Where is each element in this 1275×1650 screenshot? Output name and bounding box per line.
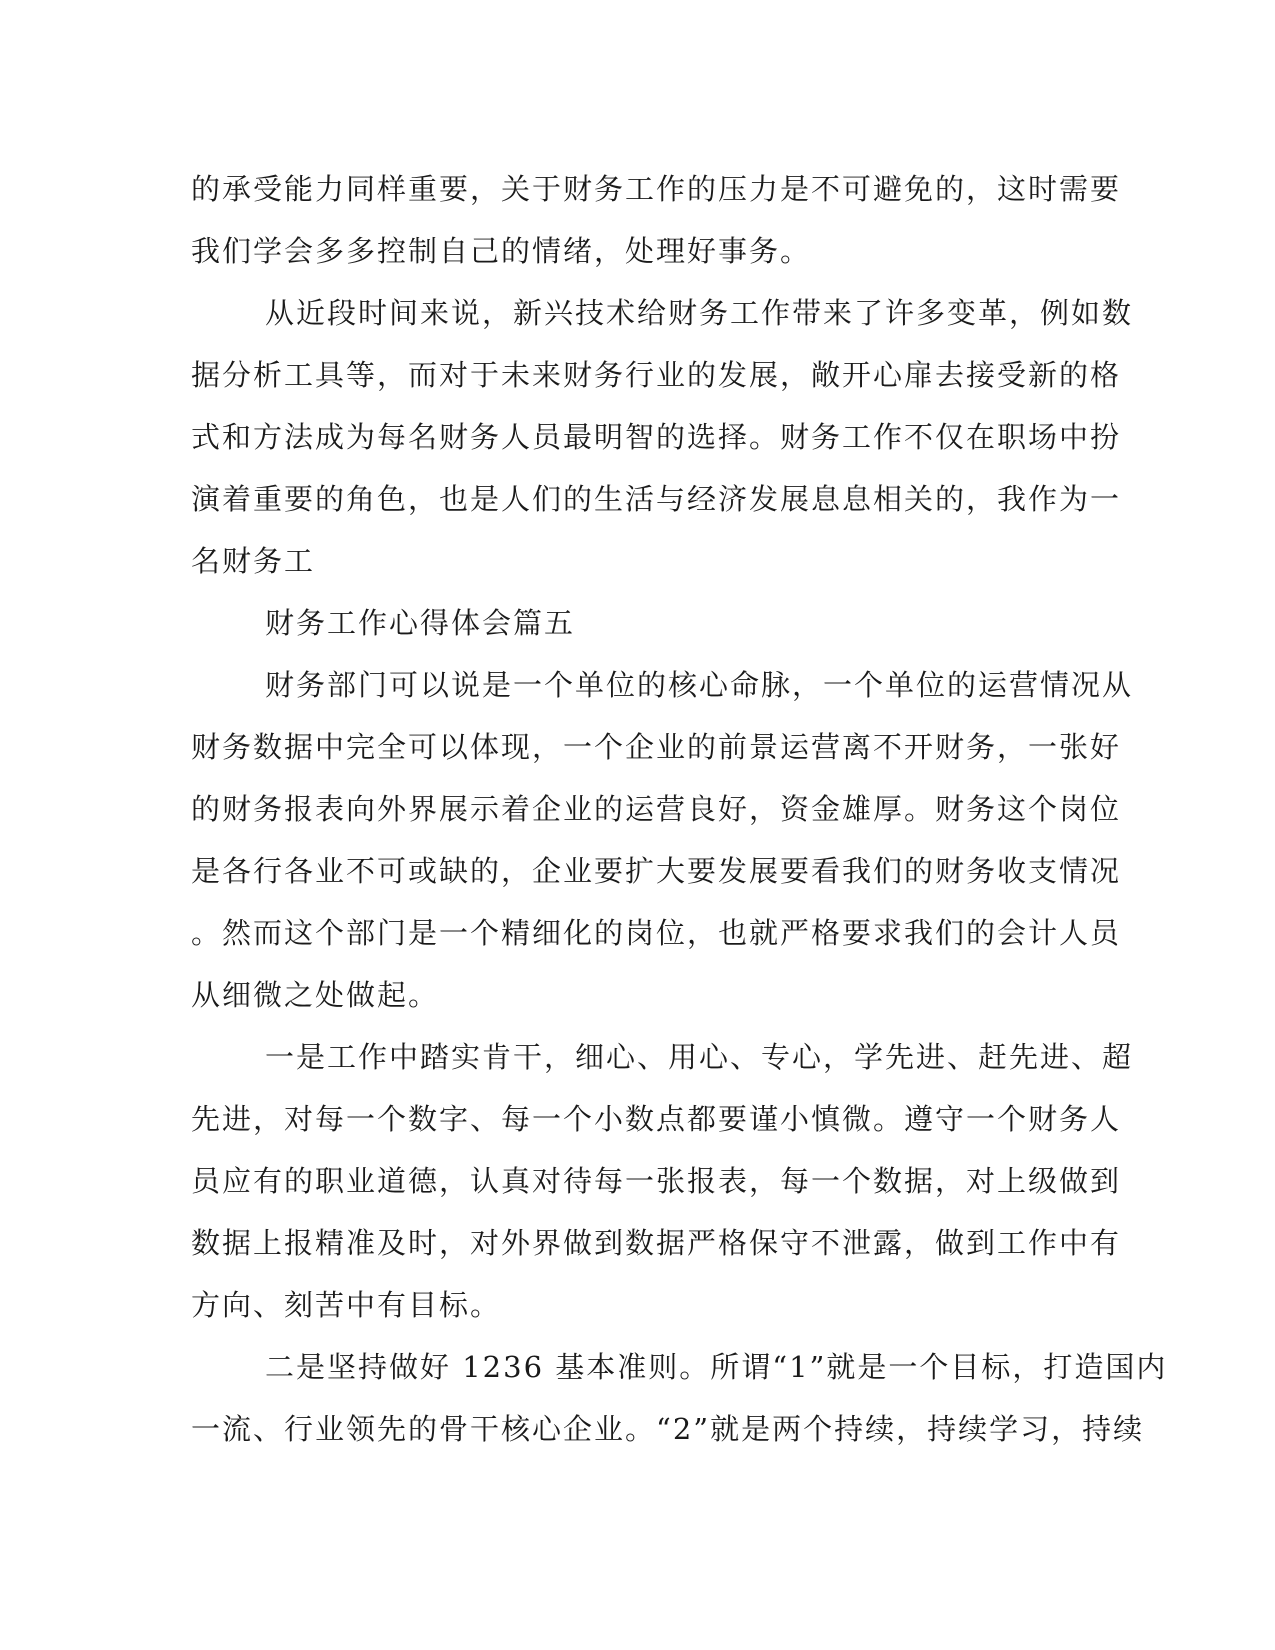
text-line: 一流、行业领先的骨干核心企业。“2”就是两个持续，持续学习，持续 — [191, 1412, 1145, 1446]
paragraph-start-line: 财务部门可以说是一个单位的核心命脉，一个单位的运营情况从 — [265, 668, 1134, 702]
text-line: 先进，对每一个数字、每一个小数点都要谨小慎微。遵守一个财务人 — [191, 1102, 1122, 1136]
text-line: 。然而这个部门是一个精细化的岗位，也就严格要求我们的会计人员 — [191, 916, 1122, 950]
text-line: 的承受能力同样重要，关于财务工作的压力是不可避免的，这时需要 — [191, 172, 1122, 206]
paragraph-start-line: 一是工作中踏实肯干，细心、用心、专心，学先进、赶先进、超 — [265, 1040, 1134, 1074]
text-line: 数据上报精准及时，对外界做到数据严格保守不泄露，做到工作中有 — [191, 1226, 1122, 1260]
text-line: 我们学会多多控制自己的情绪，处理好事务。 — [191, 234, 812, 268]
text-line: 式和方法成为每名财务人员最明智的选择。财务工作不仅在职场中扮 — [191, 420, 1122, 454]
paragraph-start-line: 从近段时间来说，新兴技术给财务工作带来了许多变革，例如数 — [265, 296, 1134, 330]
text-line: 演着重要的角色，也是人们的生活与经济发展息息相关的，我作为一 — [191, 482, 1122, 516]
document-body — [191, 158, 1168, 1460]
section-heading: 财务工作心得体会篇五 — [265, 606, 576, 640]
text-line: 名财务工 — [191, 544, 316, 578]
text-line: 是各行各业不可或缺的，企业要扩大要发展要看我们的财务收支情况 — [191, 854, 1122, 888]
text-line: 财务数据中完全可以体现，一个企业的前景运营离不开财务，一张好 — [191, 730, 1122, 764]
text-line: 从细微之处做起。 — [191, 978, 440, 1012]
paragraph-start-line: 二是坚持做好 1236 基本准则。所谓“1”就是一个目标，打造国内 — [265, 1350, 1168, 1384]
text-line: 方向、刻苦中有目标。 — [191, 1288, 502, 1322]
text-line: 的财务报表向外界展示着企业的运营良好，资金雄厚。财务这个岗位 — [191, 792, 1122, 826]
text-line: 据分析工具等，而对于未来财务行业的发展，敞开心扉去接受新的格 — [191, 358, 1122, 392]
text-line: 员应有的职业道德，认真对待每一张报表，每一个数据，对上级做到 — [191, 1164, 1122, 1198]
